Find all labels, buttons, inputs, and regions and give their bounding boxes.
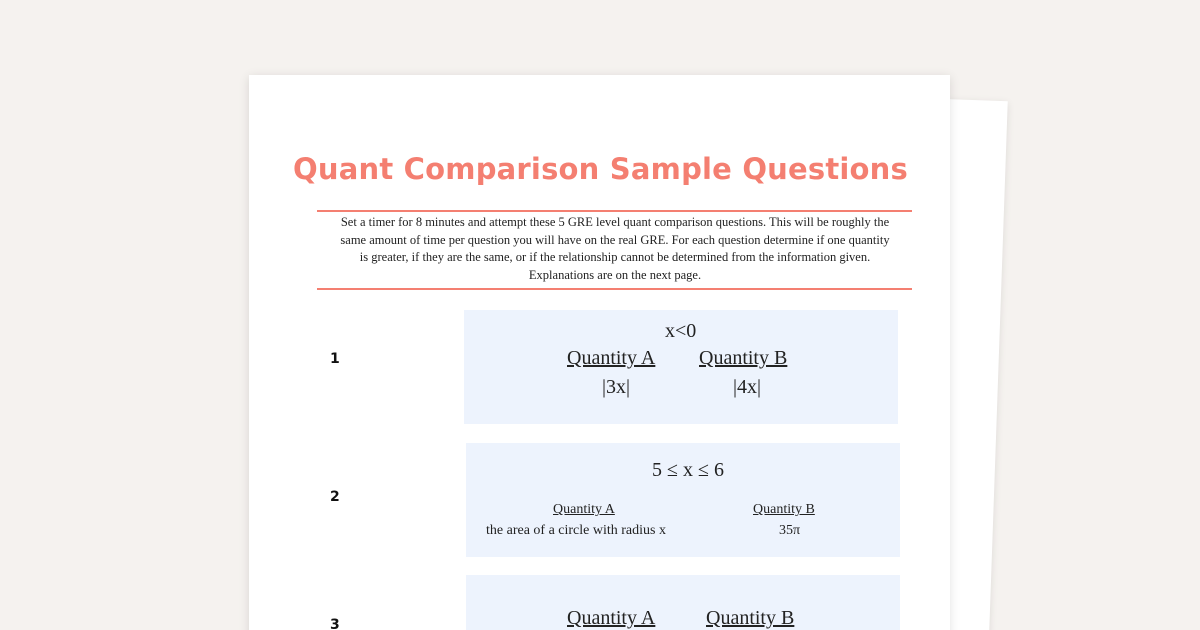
quantity-b-value: 35π [779, 523, 801, 538]
question-condition: 5 ≤ x ≤ 6 [652, 459, 724, 481]
quantity-a-value: the area of a circle with radius x [486, 523, 666, 538]
bottom-divider [317, 288, 912, 290]
question-number: 1 [330, 351, 340, 367]
quantity-b-label: Quantity B [699, 347, 788, 369]
quantity-a-label: Quantity A [553, 502, 615, 517]
page-title: Quant Comparison Sample Questions [293, 152, 908, 186]
quantity-a-label: Quantity A [567, 607, 656, 629]
instructions-text: Set a timer for 8 minutes and attempt these 5 GRE level quant comparison questions. This will be roughly the same amount of time per question you will have on the real GRE. For each question determine if one quantity is greater, if they are the same, or if the relationship cannot be determined from the information given. Explanations are on the next page. [340, 215, 890, 282]
quantity-a-value: |3x| [602, 376, 631, 398]
question-number: 2 [330, 489, 340, 505]
question-number: 3 [330, 617, 340, 630]
question-box [466, 575, 900, 630]
top-divider [317, 210, 912, 212]
quantity-a-label: Quantity A [567, 347, 656, 369]
question-condition: x<0 [665, 320, 697, 342]
quantity-b-label: Quantity B [706, 607, 795, 629]
quantity-b-label: Quantity B [753, 502, 815, 517]
quantity-b-value: |4x| [733, 376, 762, 398]
